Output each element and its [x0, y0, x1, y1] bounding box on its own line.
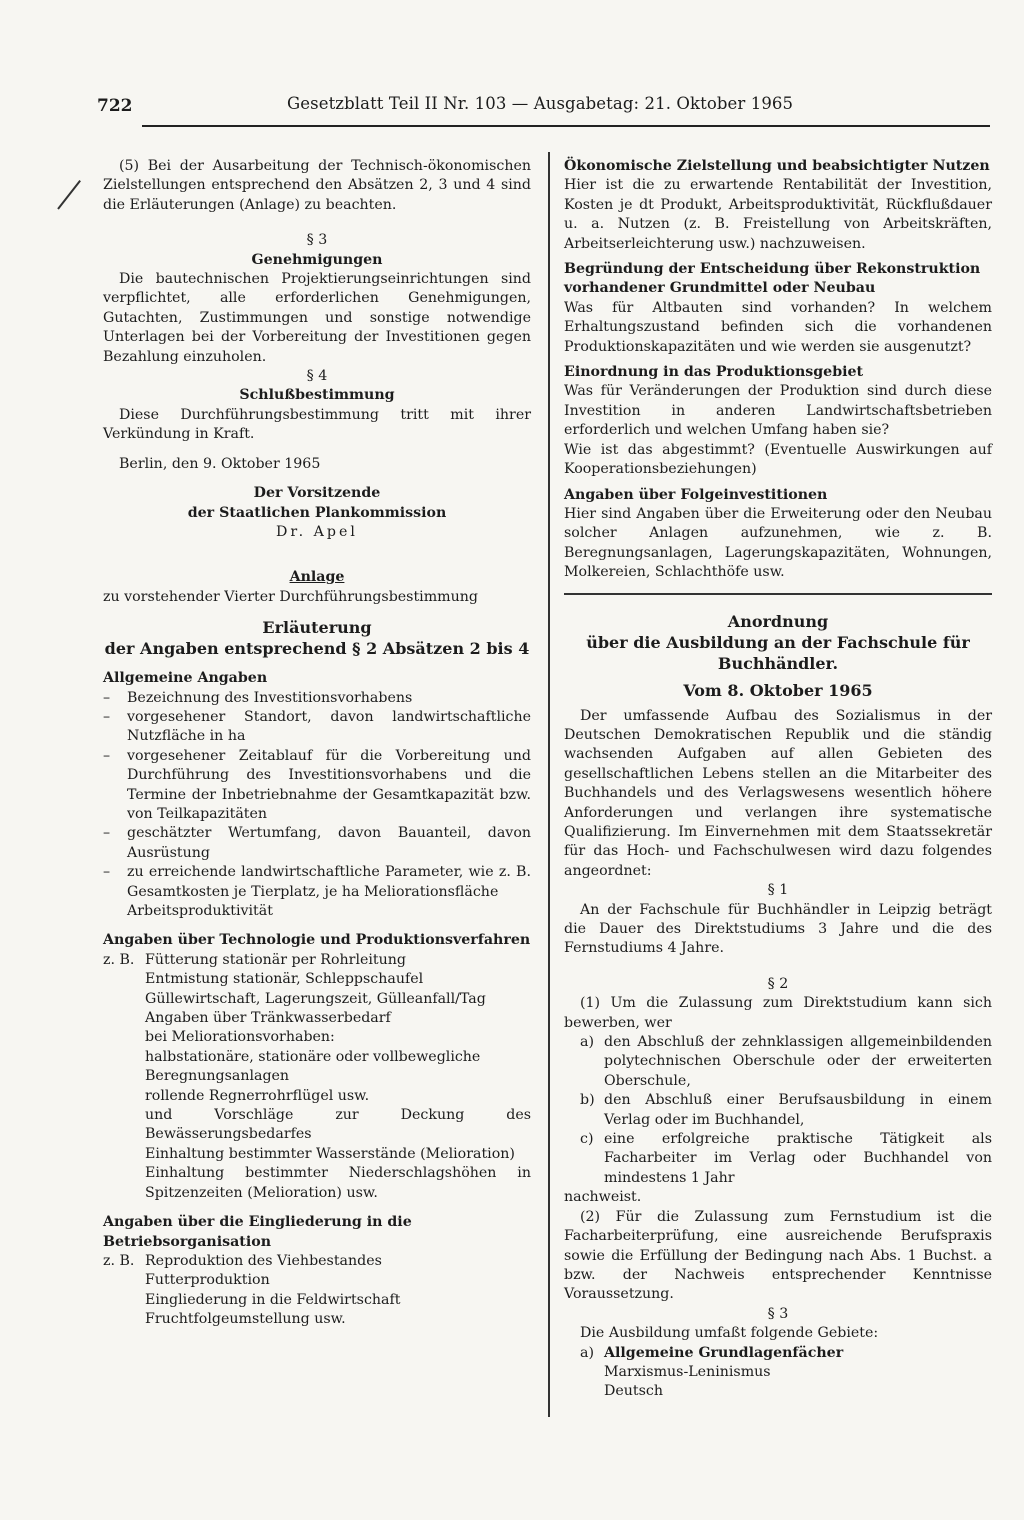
section-2-para-2: (2) Für die Zulassung zum Fernstudium ist die Facharbeiterprüfung, eine ausreichende Berufspraxis sowie die Erfüllung der Bedingung nach Abs. 1 Buchst. a bzw. der Nachweis entsprechender Kenntnisse Voraussetzung.: [564, 1208, 992, 1303]
anlage-subtitle: zu vorstehender Vierter Durchführungsbestimmung: [103, 588, 478, 605]
list-item: b) den Abschluß einer Berufsausbildung in einem Verlag oder im Buchhandel,: [580, 1092, 992, 1128]
oekonomische-heading: Ökonomische Zielstellung und beabsichtigter Nutzen: [564, 158, 990, 174]
oekonomische-text: Hier ist die zu erwartende Rentabilität der Investition, Kosten je dt Produkt, Arbeitsproduktivität, Rückflußdauer u. a. Nutzen (z. B. Freistellung von Arbeitskräften, Arbeitserleichterung usw.) nachzuweisen.: [564, 177, 992, 252]
gazette-title: Gesetzblatt Teil II Nr. 103 — Ausgabetag: 21. Oktober 1965: [287, 94, 794, 113]
section-1-text: An der Fachschule für Buchhändler in Leipzig beträgt die Dauer des Direktstudiums 3 Jahre und die des Fernstudiums 4 Jahre.: [564, 901, 992, 957]
section-3-number: § 3: [306, 232, 328, 249]
pen-mark: [57, 180, 81, 210]
list-item: – vorgesehener Standort, davon landwirtschaftliche Nutzfläche in ha: [103, 708, 531, 745]
list-item: a) den Abschluß der zehnklassigen allgemeinbildenden polytechnischen Oberschule oder der erweiterten Oberschule,: [580, 1034, 992, 1089]
section-1-number: § 1: [767, 882, 789, 899]
begruendung-heading: Begründung der Entscheidung über Rekonstruktion vorhandener Grundmittel oder Neubau: [564, 261, 981, 297]
section-rule: [564, 593, 992, 595]
zb-label: z. B.: [103, 951, 135, 968]
nachweist-text: nachweist.: [564, 1189, 642, 1206]
right-column: [564, 157, 992, 1402]
technologie-list: [103, 951, 531, 1203]
place-date: Berlin, den 9. Oktober 1965: [119, 455, 321, 472]
anordnung-title: Anordnung: [727, 611, 829, 631]
allgemeine-angaben-heading: Allgemeine Angaben: [103, 670, 268, 687]
list-item: und Vorschläge zur Deckung des Bewässerungsbedarfes: [145, 1107, 531, 1143]
technologie-heading: Angaben über Technologie und Produktionsverfahren: [103, 932, 531, 949]
list-item: Deutsch: [604, 1383, 663, 1400]
list-item: rollende Regnerrohrflügel usw.: [145, 1087, 370, 1104]
signature-line-2: der Staatlichen Plankommission: [187, 504, 447, 521]
anordnung-date: Vom 8. Oktober 1965: [683, 680, 873, 700]
list-item: Einhaltung bestimmter Niederschlagshöhen in Spitzenzeiten (Melioration) usw.: [145, 1165, 531, 1201]
einordnung-text-1: Was für Veränderungen der Produktion sind durch diese Investition in anderen Landwirtschaftsbetrieben erforderlich und welchen Umfang haben sie?: [564, 383, 992, 439]
list-item: Fütterung stationär per Rohrleitung: [145, 951, 406, 968]
section-4-text: Diese Durchführungsbestimmung tritt mit ihrer Verkündung in Kraft.: [103, 406, 531, 443]
list-item: Futterproduktion: [145, 1272, 270, 1289]
einordnung-text-2: Wie ist das abgestimmt? (Eventuelle Auswirkungen auf Kooperationsbeziehungen): [564, 441, 992, 478]
signature-line-1: Der Vorsitzende: [253, 485, 381, 502]
begruendung-text: Was für Altbauten sind vorhanden? In welchem Erhaltungszustand befinden sich die vorhandenen Produktionskapazitäten und wie werden sie ausgenutzt?: [564, 299, 992, 355]
list-item: Marxismus-Leninismus: [604, 1363, 771, 1380]
einordnung-heading: Einordnung in das Produktionsgebiet: [564, 364, 864, 381]
list-item: Einhaltung bestimmter Wasserstände (Melioration): [145, 1145, 515, 1162]
list-item: halbstationäre, stationäre oder vollbewegliche Beregnungsanlagen: [145, 1048, 481, 1085]
list-item: – Bezeichnung des Investitionsvorhabens: [103, 689, 413, 706]
list-item: Arbeitsproduktivität: [127, 903, 273, 919]
left-column: [103, 157, 531, 1330]
betriebsorganisation-list: [103, 1252, 531, 1330]
section-3-title: Genehmigungen: [251, 251, 383, 268]
folgeinvestitionen-heading: Angaben über Folgeinvestitionen: [564, 486, 828, 503]
section-3-number-right: § 3: [767, 1305, 789, 1322]
list-item: Güllewirtschaft, Lagerungszeit, Gülleanfall/Tag: [145, 990, 486, 1007]
anordnung-preamble: Der umfassende Aufbau des Sozialismus in der Deutschen Demokratischen Republik und die ständig wachsenden Aufgaben auf allen Gebieten des gesellschaftlichen Lebens stellen an die Mitarbeiter des Buchhandels und des Verlagswesens wesentlich höhere Anforderungen und verlangen ihre systematische Qualifizierung. Im Einvernehmen mit dem Staatssekretär für das Hoch- und Fachschulwesen wird dazu folgendes angeordnet:: [564, 707, 992, 879]
section-2-number: § 2: [767, 975, 789, 992]
list-item: – geschätzter Wertumfang, davon Bauanteil, davon Ausrüstung: [103, 825, 531, 861]
list-item: Eingliederung in die Feldwirtschaft: [145, 1291, 401, 1308]
erlaeuterung-subtitle: der Angaben entsprechend § 2 Absätzen 2 bis 4: [104, 639, 530, 659]
list-item: Fruchtfolgeumstellung usw.: [145, 1311, 346, 1328]
page-number: 722: [97, 96, 133, 116]
list-item: – zu erreichende landwirtschaftliche Parameter, wie z. B. Gesamtkosten je Tierplatz, je ha Meliorationsfläche: [103, 864, 531, 900]
signature-name: Dr. Apel: [276, 523, 358, 540]
list-item: Angaben über Tränkwasserbedarf: [145, 1010, 391, 1027]
list-item: – vorgesehener Zeitablauf für die Vorbereitung und Durchführung des Investitionsvorhabens und die Termine der Inbetriebnahme der Gesamtkapazität bzw. von Teilkapazitäten: [103, 747, 531, 822]
zb-label: z. B.: [103, 1252, 135, 1269]
folgeinvestitionen-text: Hier sind Angaben über die Erweiterung oder den Neubau solcher Anlagen aufzunehmen, wie z. B. Beregnungsanlagen, Lagerungskapazitäten, Wohnungen, Molkereien, Schlachthöfe usw.: [564, 505, 992, 581]
list-item: Entmistung stationär, Schleppschaufel: [145, 971, 424, 988]
list-item: a) Allgemeine Grundlagenfächer: [580, 1344, 844, 1361]
list-item: Reproduktion des Viehbestandes: [145, 1252, 382, 1269]
allgemeine-angaben-list: [103, 689, 531, 922]
column-divider: [548, 152, 550, 1417]
paragraph-5: (5) Bei der Ausarbeitung der Technisch-ökonomischen Zielstellungen entsprechend den Absätzen 2, 3 und 4 sind die Erläuterungen (Anlage) zu beachten.: [103, 158, 531, 213]
anlage-title: Anlage: [289, 569, 345, 586]
anordnung-subtitle: über die Ausbildung an der Fachschule für Buchhändler.: [586, 632, 970, 673]
section-2-para-1: (1) Um die Zulassung zum Direktstudium kann sich bewerben, wer: [564, 995, 992, 1031]
header-rule: [142, 125, 990, 127]
list-item: bei Meliorationsvorhaben:: [145, 1029, 335, 1046]
list-item: c) eine erfolgreiche praktische Tätigkeit als Facharbeiter im Verlag oder Buchhandel von mindestens 1 Jahr: [580, 1131, 992, 1186]
erlaeuterung-title: Erläuterung: [262, 618, 372, 638]
section-4-title: Schlußbestimmung: [239, 387, 395, 404]
section-3-text: Die bautechnischen Projektierungseinrichtungen sind verpflichtet, alle erforderlichen Genehmigungen, Gutachten, Zustimmungen und sonstige notwendige Unterlagen bei der Vorbereitung der Investitionen gegen Bezahlung einzuholen.: [103, 271, 531, 365]
betriebsorganisation-heading: Angaben über die Eingliederung in die Betriebsorganisation: [103, 1214, 412, 1250]
section-3-intro: Die Ausbildung umfaßt folgende Gebiete:: [580, 1325, 879, 1342]
section-4-number: § 4: [306, 368, 328, 385]
